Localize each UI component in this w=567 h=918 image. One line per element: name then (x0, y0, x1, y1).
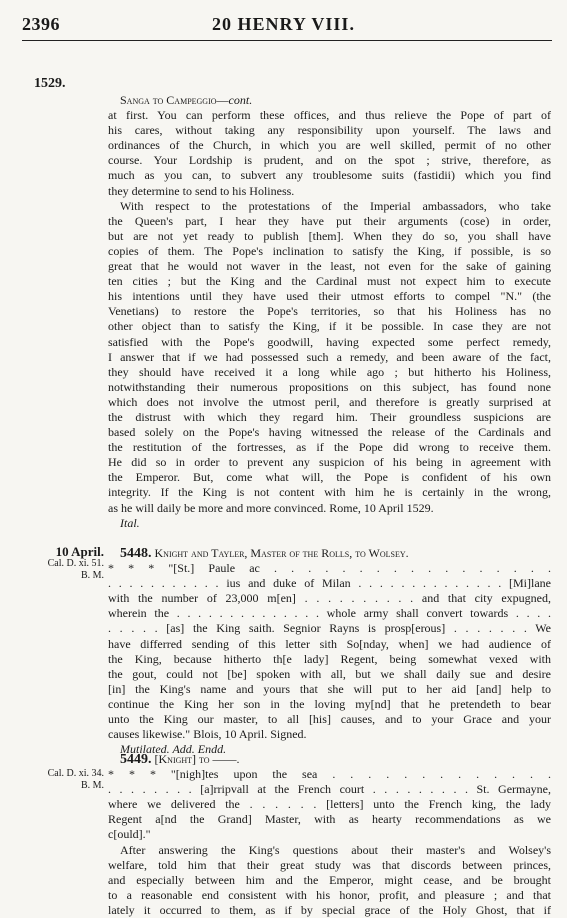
continuation-heading: Sanga to Campeggio—cont. (120, 93, 253, 107)
text-line: much as you can, to subvert any troublesome suits (fastidii) which you find (108, 168, 551, 183)
continuation-paragraph-2 (108, 199, 551, 516)
text-line: where we delivered the . . . . . . [letters] unto the French king, the lady (108, 797, 551, 812)
text-line: his intentions until they have used their utmost efforts to compel "N." (the (108, 289, 551, 304)
text-line: they determine to send to his Holiness. (108, 183, 295, 198)
text-line: course. Your Lordship is prudent, and on the spot ; strive, therefore, as (108, 153, 551, 168)
entry-5449-paragraph-2 (108, 843, 551, 918)
text-line: the King, because hitherto th[e lady] Regent, being somewhat vexed with (108, 651, 551, 666)
entry-5448-margin (22, 546, 104, 582)
text-line: * * * "[St.] Paule ac . . . . . . . . . . . . . . . . . (108, 561, 551, 576)
text-line: With respect to the protestations of the Imperial ambassadors, who take (120, 198, 551, 213)
entry-5449-text (108, 767, 551, 842)
text-line: ordinances of the Church, in which you are well skilled, permit of no other (108, 138, 551, 153)
entry-5448-note: Mutilated. Add. Endd. (120, 742, 227, 757)
text-line: they should have received it a long while ago ; but hitherto his Holiness, (108, 364, 551, 379)
text-line: * * * "[nigh]tes upon the sea . . . . . . . . . . . . . (108, 767, 551, 782)
text-line: satisfied with the Pope's goodwill, having expected some perfect remedy, (108, 334, 551, 349)
entry-5448-bm: B. M. (80, 570, 104, 581)
text-line: the restitution of the fortresses, as if the Pope did wrong to receive them. (108, 440, 551, 455)
text-line: wherein the . . . . . . . . . . . . . . whole army shall convert towards . . . . (108, 606, 551, 621)
text-line: to a reasonable end consistent with his honor, profit, and pleasure ; and that (108, 887, 551, 902)
text-line: I answer that if we had possessed such a remedy, and been aware of the fact, (108, 349, 551, 364)
text-line: unto the King our master, to all [his] causes, and to your Grace and your (108, 712, 551, 727)
text-line: other object than to satisfy the King, if it be possible. In case they are not (108, 319, 551, 334)
year-label: 1529. (34, 76, 66, 91)
text-line: welfare, told him that their great study was that discords between princes, (108, 857, 551, 872)
language-note: Ital. (120, 515, 140, 530)
entry-5448 (108, 546, 551, 757)
entry-5449-heading: 5449. [Knight] to ——. (120, 752, 240, 767)
header-rule (22, 40, 552, 41)
text-line: [in] the King's name and yours that she will put to her aid [and] help to (108, 681, 551, 696)
continuation-block (108, 93, 551, 531)
entry-5449-margin (22, 768, 104, 792)
entry-5448-heading: 5448. Knight and Tayler, Master of the Rolls, to Wolsey. (120, 546, 409, 561)
text-line: continue the King her son in the loving my[nd] that he pretendeth to bear (108, 696, 551, 711)
page-title: 20 HENRY VIII. (212, 14, 355, 34)
continuation-paragraph-1 (108, 108, 551, 199)
text-line: c[ould]." (108, 827, 151, 842)
text-line: Regent a[nd the Grand] Master, with as hearty recommendations as we (108, 812, 551, 827)
text-line: Venetians) to restore the Pope's territories, so that his Holiness has no (108, 304, 551, 319)
text-line: the gout, could not [be] spoken with all, but we shall daily sue and desire (108, 666, 551, 681)
text-line: but are not yet ready to publish [them]. When they do so, you shall have (108, 228, 551, 243)
text-line: lately it occurred to them, as if by special grace of the Holy Ghost, that if (108, 902, 551, 917)
text-line: . . . . . . . . . . . ius and duke of Milan . . . . . . . . . . . . . . [Mi]lane (108, 576, 551, 591)
text-line: . . . . . [as] the King saith. Segnior Rayns is prosp[erous] . . . . . . . We (108, 621, 551, 636)
text-line: based solely on the Pope's having witnessed the release of the Cardinals and (108, 425, 551, 440)
text-line: integrity. If the King is not content with him he is certainly in the wrong, (108, 485, 551, 500)
text-line: notwithstanding their numerous propositions on this subject, has found none (108, 379, 551, 394)
entry-5448-ref: Cal. D. xi. 51. (47, 558, 104, 569)
text-line: the Queen's part, I hear they have put their arguments (cose) in order, (108, 213, 551, 228)
entry-5449-bm: B. M. (80, 780, 104, 791)
text-line: at first. You can perform these offices, and thus relieve the Pope of part of (108, 108, 551, 123)
text-line: ten cities ; but the King and the Cardinal must not expect him to execute (108, 274, 551, 289)
text-line: with the number of 23,000 m[en] . . . . . . . . . . and that city expugned, (108, 591, 551, 606)
text-line: . . . . . . . . [a]rripvall at the French court . . . . . . . . . St. Germayne, (108, 782, 551, 797)
text-line: After answering the King's questions about their master's and Wolsey's (120, 842, 551, 857)
text-line: He did so in order to prevent any suspicion of his being in agreement with (108, 455, 551, 470)
text-line: causes likewise." Blois, 10 April. Signed. (108, 727, 307, 742)
text-line: have differred sending of this letter sith So[nday, when] we had audience of (108, 636, 551, 651)
entry-5448-date: 10 April. (55, 544, 104, 559)
text-line: his cares, without taking any responsibility upon yourself. The laws and (108, 123, 551, 138)
text-line: the distrust with which they regard him. Their groundless suspicions are (108, 409, 551, 424)
entry-5449-ref: Cal. D. xi. 34. (47, 768, 104, 779)
text-line: and especially between him and the Emperor, might cease, and be brought (108, 872, 551, 887)
text-line: as he will daily be more and more convinced. Rome, 10 April 1529. (108, 500, 434, 515)
text-line: the Emperor. But, come what will, the Pope is confident of his own (108, 470, 551, 485)
text-line: which does not involve the utmost peril, and therefore is greatly surprised at (108, 394, 551, 409)
entry-5448-text (108, 561, 551, 742)
entry-5449 (108, 752, 551, 918)
text-line: copies of them. The Pope's inclination to satisfy the King, if possible, is so (108, 243, 551, 258)
page-number: 2396 (22, 14, 60, 34)
text-line: great that he would not waver in the least, not even for the sake of gaining (108, 259, 551, 274)
